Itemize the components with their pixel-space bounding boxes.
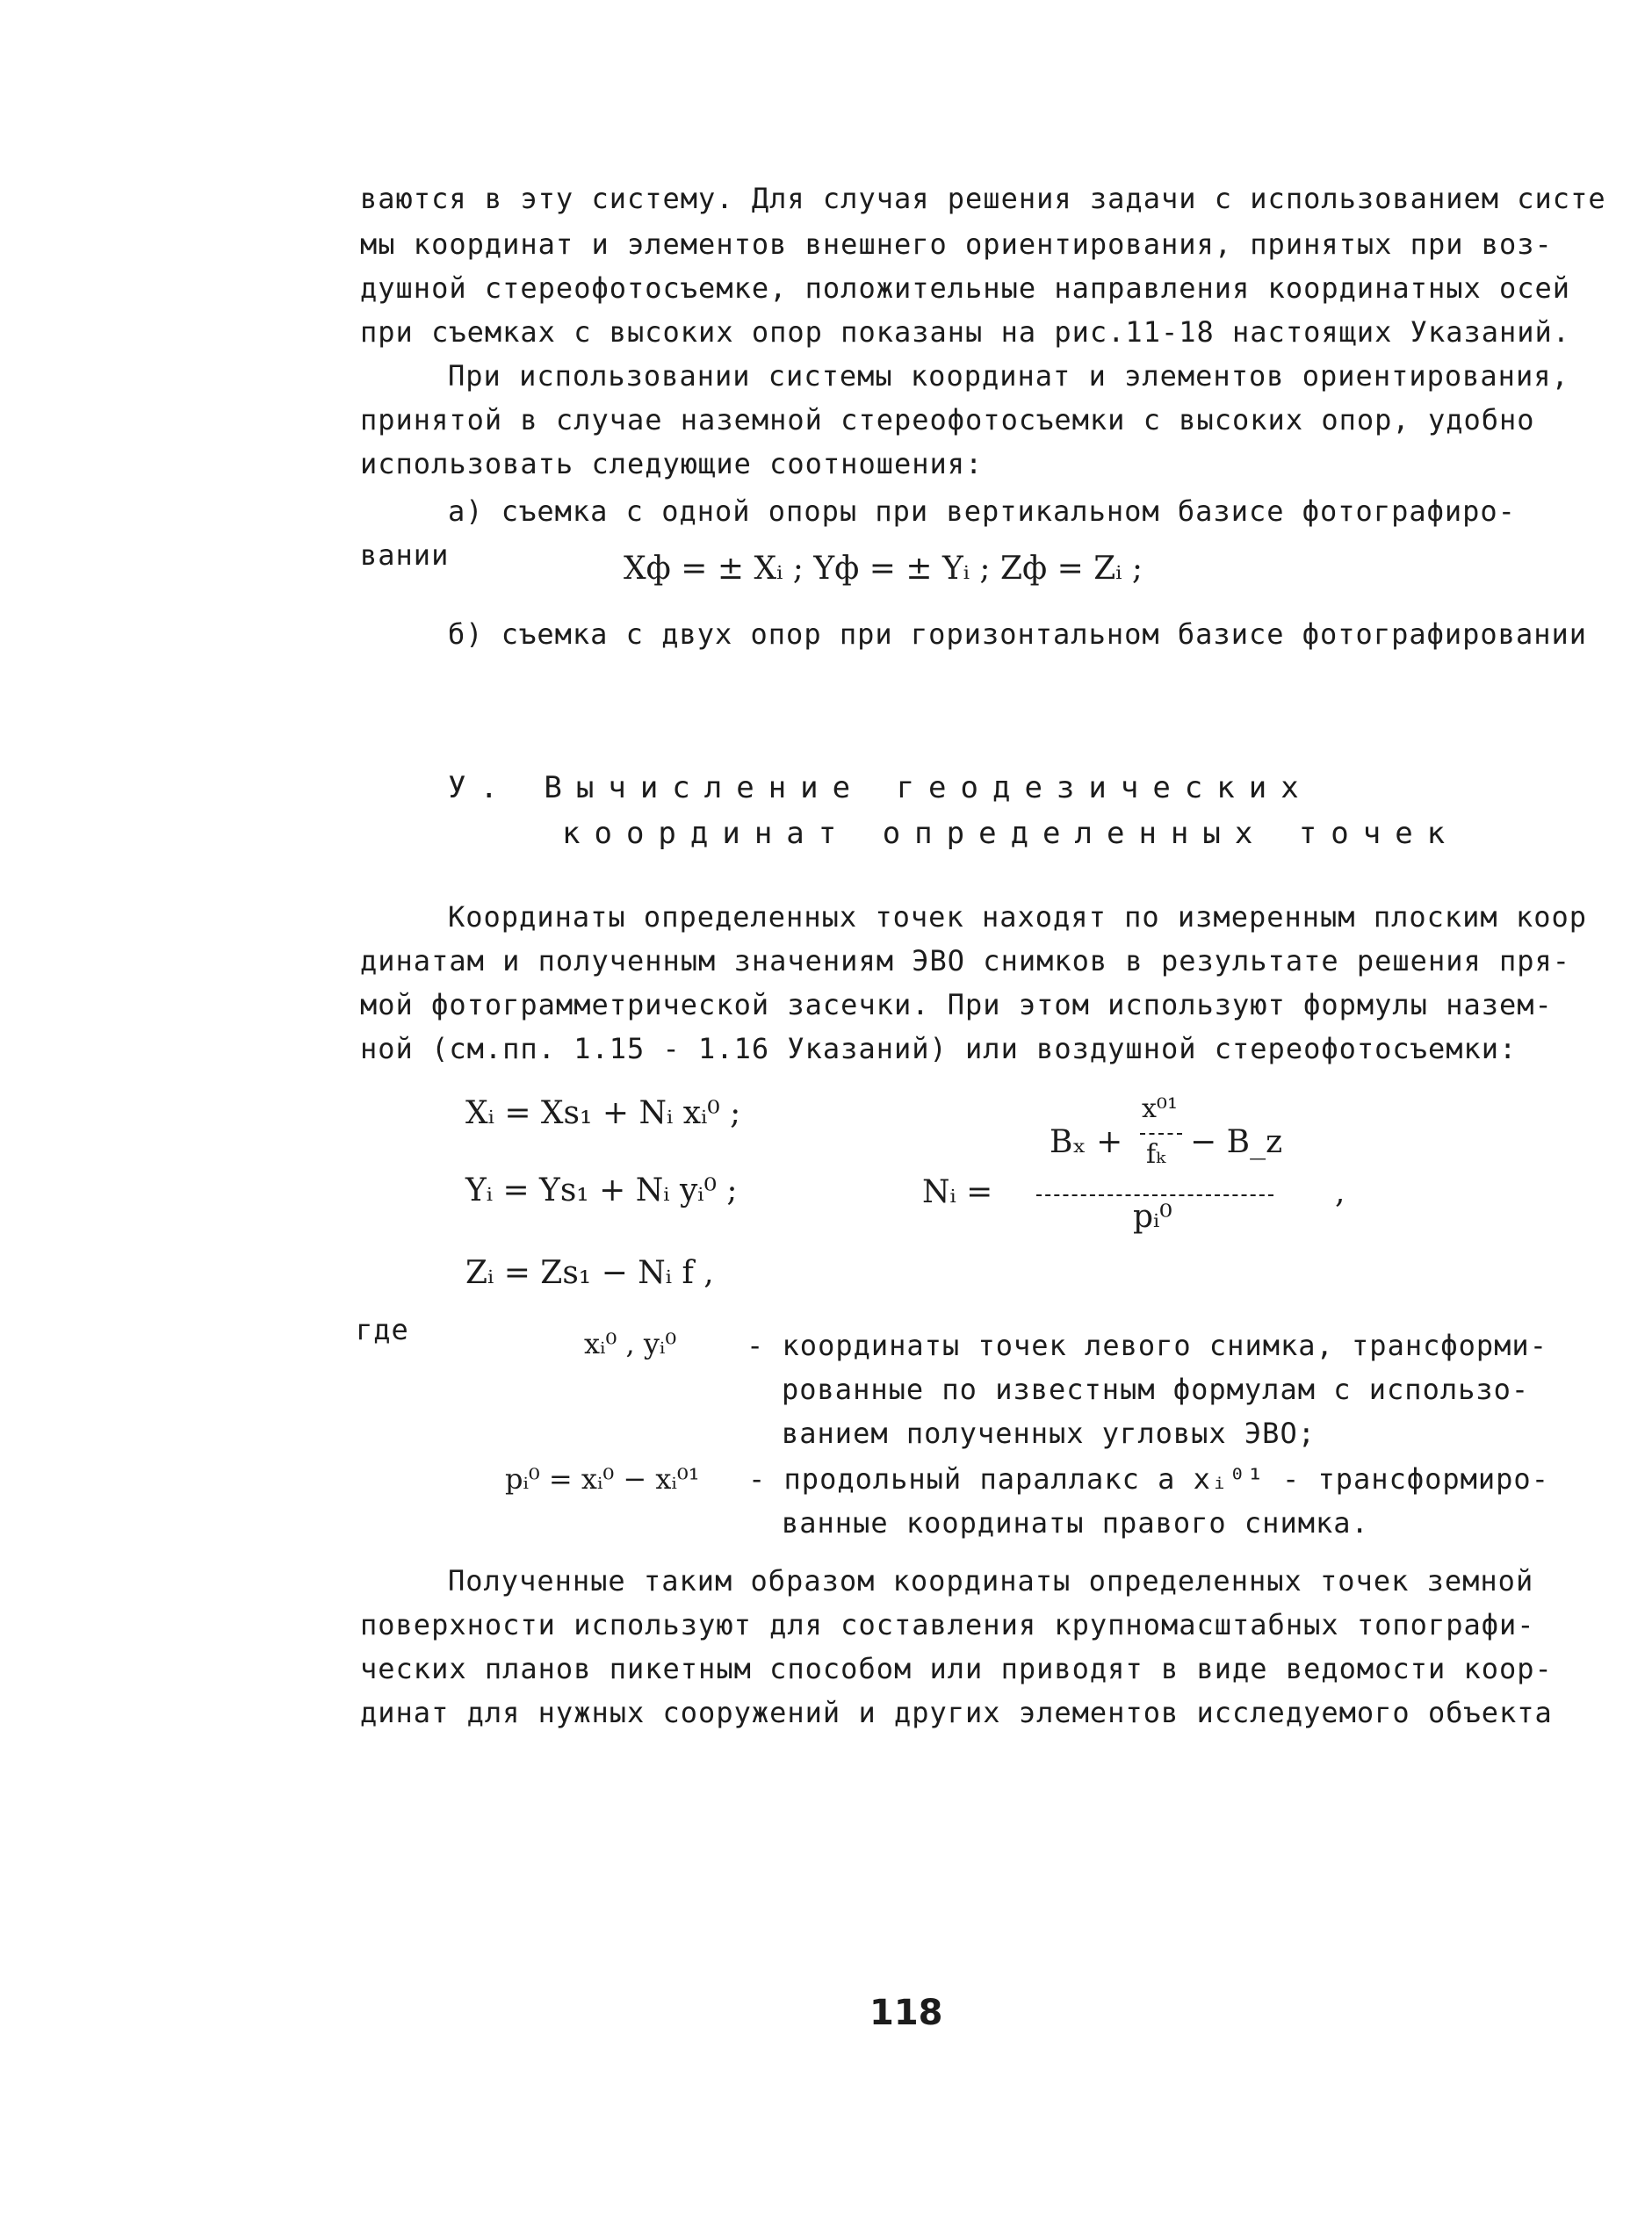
formula-n-tail: , [1335, 1174, 1345, 1210]
formula-n-numerator-left: Bₓ + [1050, 1124, 1123, 1160]
where-def1-line-3: ванием полученных угловых ЭВО; [782, 1417, 1316, 1450]
formula-n-fraction-bar [1036, 1194, 1273, 1196]
where-label: где [356, 1313, 409, 1346]
para4-line-4: динат для нужных сооружений и других элементов исследуемого объекта [360, 1696, 1553, 1729]
para2-line-2: принятой в случае наземной стереофотосъемки с высоких опор, удобно [360, 403, 1535, 436]
formula-x: Xᵢ = Xs₁ + Nᵢ xᵢ⁰ ; [465, 1095, 741, 1131]
formula-n-inner-numerator: x⁰¹ [1142, 1093, 1178, 1124]
para2-line-1: При использовании системы координат и элементов ориентирования, [448, 359, 1569, 393]
formula-n-numerator-right: − B_z [1190, 1124, 1283, 1160]
where-def2-line-2: ванные координаты правого снимка. [782, 1506, 1369, 1540]
intro-line-2: мы координат и элементов внешнего ориентирования, принятых при воз- [360, 227, 1553, 261]
where-def2-line-1: - продольный параллакс а xᵢ⁰¹ - трансформиро- [748, 1462, 1549, 1496]
case-a-line-2: вании [360, 538, 450, 572]
case-a-line-1: а) съемка с одной опоры при вертикальном базисе фотографиро- [448, 494, 1516, 528]
para4-line-3: ческих планов пикетным способом или приводят в виде ведомости коор- [360, 1652, 1553, 1685]
para2-line-3: использовать следующие соотношения: [360, 447, 984, 480]
para3-line-1: Координаты определенных точек находят по измеренным плоским коор [448, 900, 1587, 934]
where-def1-line-1: - координаты точек левого снимка, трансформи- [747, 1329, 1547, 1362]
formula-y: Yᵢ = Ys₁ + Nᵢ yᵢ⁰ ; [465, 1172, 738, 1208]
para4-line-2: поверхности используют для составления крупномасштабных топографи- [360, 1608, 1535, 1641]
page-number: 118 [869, 1993, 943, 2033]
formula-n-inner-fraction-bar [1140, 1133, 1182, 1135]
para3-line-3: мой фотограмметрической засечки. При этом используют формулы назем- [360, 988, 1553, 1021]
para4-line-1: Полученные таким образом координаты определенных точек земной [448, 1564, 1534, 1598]
formula-n-denominator: pᵢ⁰ [1133, 1199, 1172, 1235]
case-b-line: б) съемка с двух опор при горизонтальном базисе фотографировании [448, 617, 1587, 651]
intro-line-4: при съемках с высоких опор показаны на рис.11-18 настоящих Указаний. [360, 315, 1571, 349]
where-def2-symbols: pᵢ⁰ = xᵢ⁰ − xᵢ⁰¹ [505, 1462, 700, 1496]
case-a-formula: Xф = ± Xᵢ ; Yф = ± Yᵢ ; Zф = Zᵢ ; [624, 551, 1143, 587]
formula-z: Zᵢ = Zs₁ − Nᵢ f , [465, 1255, 714, 1291]
formula-n-lhs: Nᵢ = [922, 1174, 993, 1210]
where-def1-line-2: рованные по известным формулам с использо- [782, 1373, 1530, 1406]
intro-line-1: ваются в эту систему. Для случая решения задачи с использованием систе [360, 182, 1606, 215]
section-heading-line-1: У. Вычисление геодезических [448, 770, 1313, 805]
section-heading-line-2: координат определенных точек [562, 816, 1460, 851]
formula-n-inner-denominator: fₖ [1146, 1139, 1166, 1170]
para3-line-4: ной (см.пп. 1.15 - 1.16 Указаний) или воздушной стереофотосъемки: [360, 1032, 1518, 1065]
intro-line-3: душной стереофотосъемке, положительные направления координатных осей [360, 271, 1571, 305]
para3-line-2: динатам и полученным значениям ЭВО снимков в результате решения пря- [360, 944, 1571, 977]
where-def1-symbols: xᵢ⁰ , yᵢ⁰ [584, 1327, 677, 1360]
